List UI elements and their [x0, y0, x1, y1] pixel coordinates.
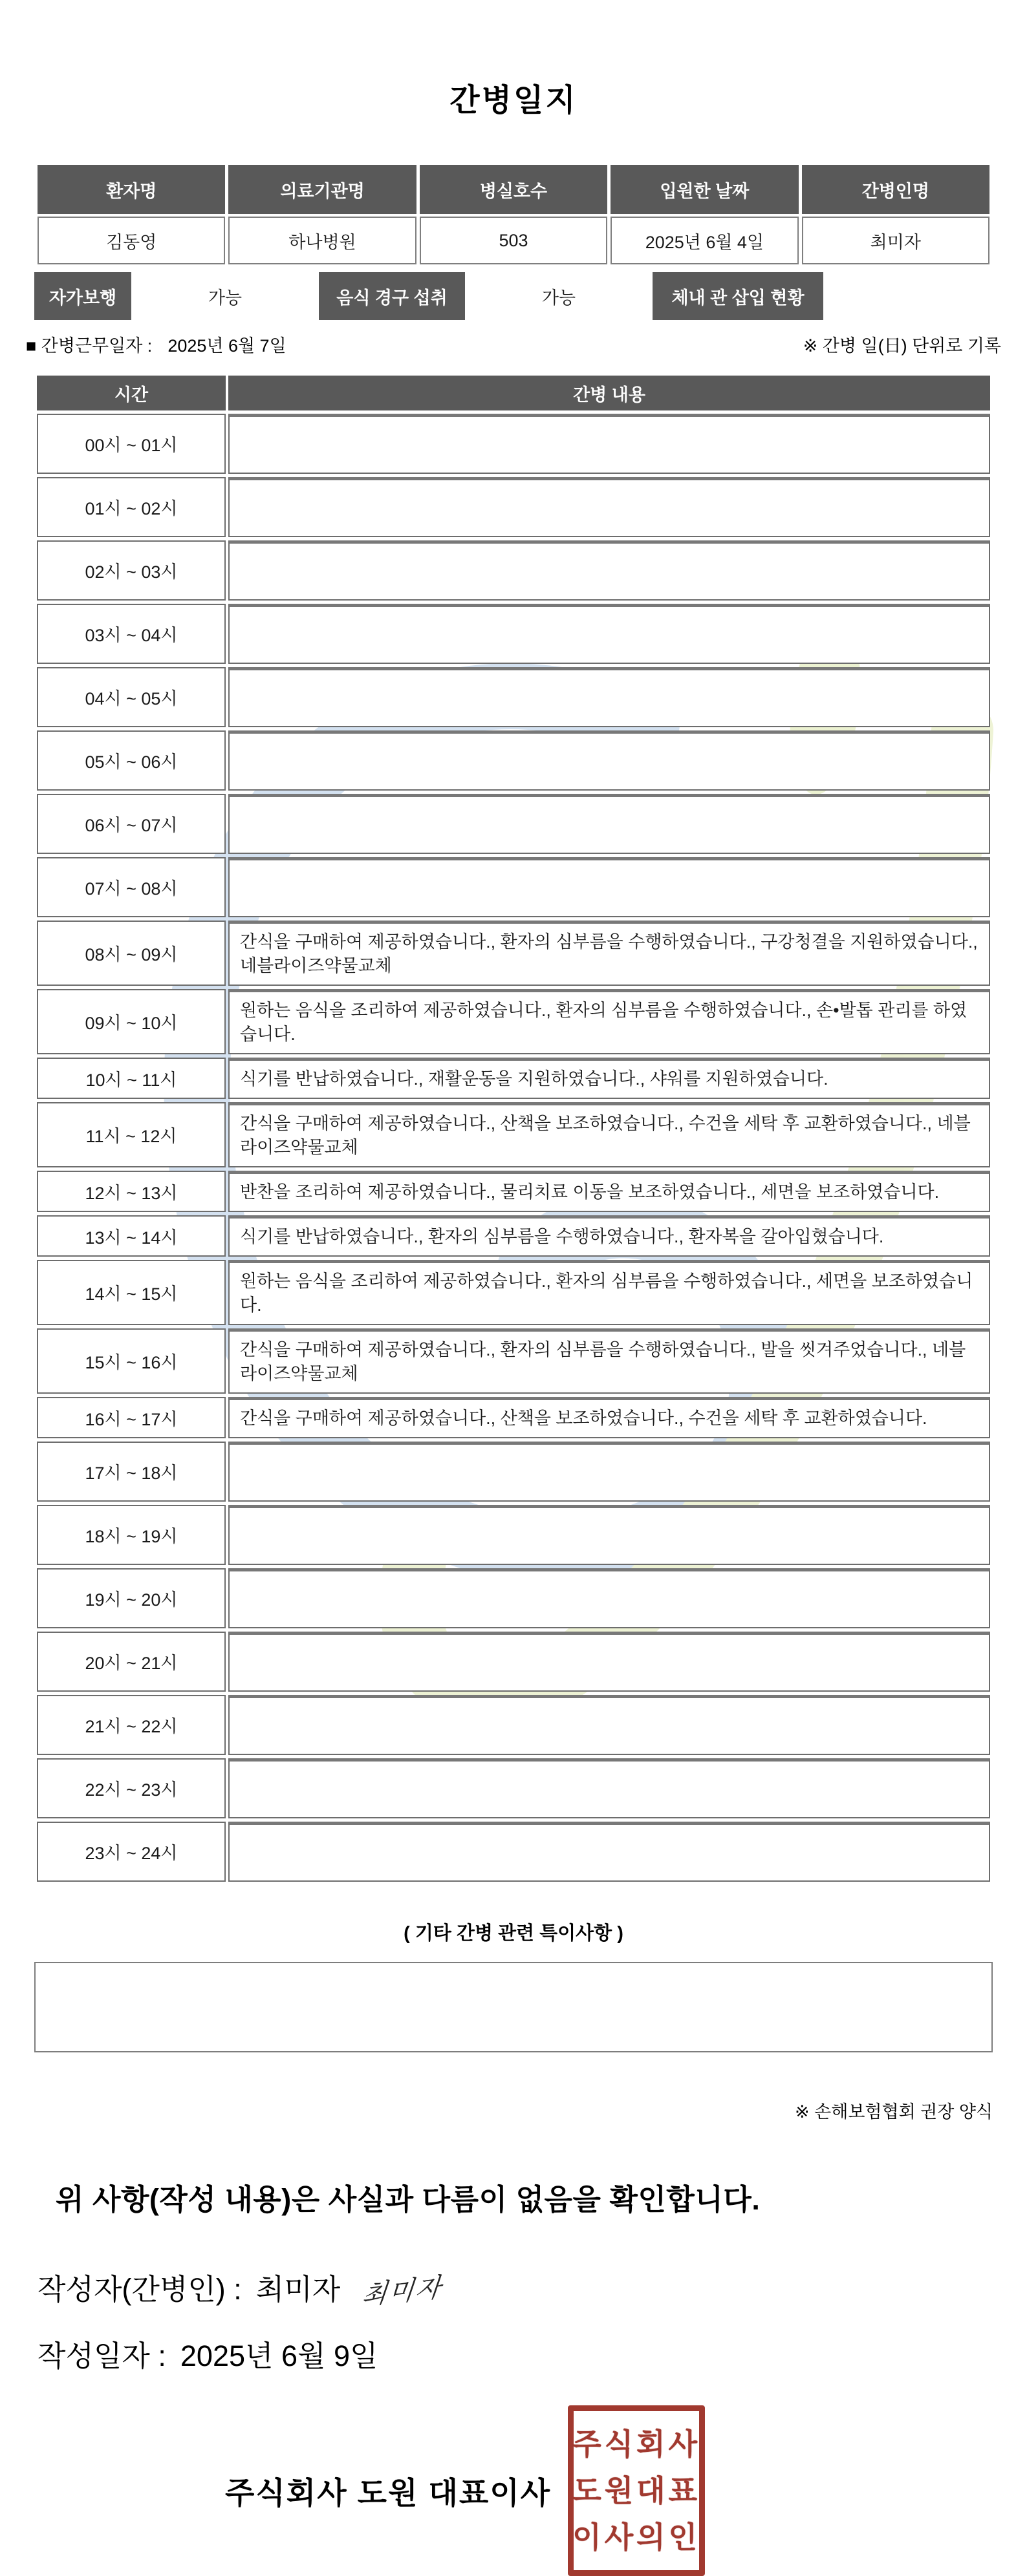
- care-row-time: 02시 ~ 03시: [37, 540, 226, 601]
- notes-box: [34, 1962, 993, 2052]
- care-row: [37, 1397, 990, 1438]
- care-row-time: 19시 ~ 20시: [37, 1568, 226, 1628]
- care-row-time: 16시 ~ 17시: [37, 1397, 226, 1438]
- patient-col-value: 2025년 6월 4일: [611, 217, 798, 264]
- care-row: [37, 989, 990, 1054]
- work-date: [26, 332, 296, 357]
- patient-info-table: [34, 162, 993, 267]
- care-row-time: 18시 ~ 19시: [37, 1505, 226, 1565]
- care-row-content: [228, 667, 990, 727]
- care-row-content: [228, 604, 990, 664]
- care-row: [37, 414, 990, 474]
- care-row-content: [228, 794, 990, 854]
- care-row-content: [228, 1758, 990, 1818]
- care-row-time: 22시 ~ 23시: [37, 1758, 226, 1818]
- author-line: [38, 2266, 1027, 2311]
- care-row-time: 01시 ~ 02시: [37, 477, 226, 537]
- patient-col-header: 입원한 날짜: [611, 165, 798, 214]
- patient-col-value: 김동영: [38, 217, 225, 264]
- company-row: [0, 2405, 1027, 2576]
- patient-col-header: 의료기관명: [228, 165, 416, 214]
- care-row-content: [228, 1505, 990, 1565]
- care-row: [37, 477, 990, 537]
- care-row: [37, 1102, 990, 1167]
- care-row-content: 원하는 음식을 조리하여 제공하였습니다., 환자의 심부름을 수행하였습니다., 세면을 보조하였습니다.: [228, 1260, 990, 1325]
- care-row: [37, 1505, 990, 1565]
- care-row: [37, 857, 990, 917]
- patient-col-header: 간병인명: [802, 165, 989, 214]
- care-row: [37, 1822, 990, 1882]
- time-column-header: 시간: [37, 376, 226, 410]
- confirmation-statement: 위 사항(작성 내용)은 사실과 다름이 없음을 확인합니다.: [56, 2183, 761, 2216]
- care-row: [37, 1695, 990, 1755]
- work-date-value: 2025년 6월 7일: [168, 336, 286, 356]
- care-row-content: 원하는 음식을 조리하여 제공하였습니다., 환자의 심부름을 수행하였습니다., 손•발톱 관리를 하였습니다.: [228, 989, 990, 1054]
- care-log-table: [34, 372, 993, 1885]
- care-row-time: 20시 ~ 21시: [37, 1632, 226, 1692]
- patient-info-header-row: [38, 165, 989, 214]
- care-row-content: [228, 1442, 990, 1502]
- care-row-time: 11시 ~ 12시: [37, 1102, 226, 1167]
- status-label: 체내 관 삽입 현황: [653, 272, 823, 320]
- care-row-time: 14시 ~ 15시: [37, 1260, 226, 1325]
- care-row: [37, 1758, 990, 1818]
- patient-info-value-row: [38, 217, 989, 264]
- care-row: [37, 667, 990, 727]
- care-row-content: 반찬을 조리하여 제공하였습니다., 물리치료 이동을 보조하였습니다., 세면을 보조하였습니다.: [228, 1171, 990, 1212]
- notes-section-title: ( 기타 간병 관련 특이사항 ): [404, 1923, 623, 1944]
- care-row-time: 05시 ~ 06시: [37, 730, 226, 791]
- care-row-time: 00시 ~ 01시: [37, 414, 226, 474]
- patient-col-value: 하나병원: [228, 217, 416, 264]
- form-source-note: ※ 손해보험협회 권장 양식: [795, 2102, 993, 2122]
- care-row-time: 10시 ~ 11시: [37, 1058, 226, 1099]
- care-row-content: [228, 540, 990, 601]
- status-value: [827, 272, 993, 320]
- care-row: [37, 1058, 990, 1099]
- patient-col-value: 503: [420, 217, 607, 264]
- status-label: 음식 경구 섭취: [319, 272, 465, 320]
- author-signature: 최미자: [360, 2272, 444, 2311]
- care-row-content: [228, 477, 990, 537]
- care-row-time: 07시 ~ 08시: [37, 857, 226, 917]
- daily-record-note: ※ 간병 일(日) 단위로 기록: [803, 336, 1001, 356]
- care-row-time: 08시 ~ 09시: [37, 921, 226, 986]
- seal-line: 도원대표: [572, 2474, 701, 2507]
- care-row-content: [228, 1568, 990, 1628]
- corporate-seal-stamp: [568, 2405, 705, 2576]
- care-row: [37, 1328, 990, 1394]
- seal-line: 주식회사: [572, 2427, 701, 2461]
- care-row-time: 15시 ~ 16시: [37, 1328, 226, 1394]
- care-row-time: 17시 ~ 18시: [37, 1442, 226, 1502]
- care-table-header-row: [37, 376, 990, 410]
- care-row-content: 식기를 반납하였습니다., 재활운동을 지원하였습니다., 샤워를 지원하였습니다.: [228, 1058, 990, 1099]
- author-label: 작성자(간병인) :: [38, 2273, 242, 2306]
- care-row: [37, 540, 990, 601]
- care-row: [37, 1171, 990, 1212]
- care-row-content: 간식을 구매하여 제공하였습니다., 환자의 심부름을 수행하였습니다., 구강청결을 지원하였습니다., 네블라이즈약물교체: [228, 921, 990, 986]
- work-date-line: [26, 332, 1001, 357]
- content-column-header: 간병 내용: [228, 376, 990, 410]
- care-row: [37, 921, 990, 986]
- patient-col-value: 최미자: [802, 217, 989, 264]
- status-label: 자가보행: [34, 272, 131, 320]
- care-row-content: 간식을 구매하여 제공하였습니다., 산책을 보조하였습니다., 수건을 세탁 후 교환하였습니다.: [228, 1397, 990, 1438]
- care-row-time: 21시 ~ 22시: [37, 1695, 226, 1755]
- care-row-time: 12시 ~ 13시: [37, 1171, 226, 1212]
- care-row-content: 간식을 구매하여 제공하였습니다., 산책을 보조하였습니다., 수건을 세탁 후 교환하였습니다., 네블라이즈약물교체: [228, 1102, 990, 1167]
- care-row-time: 09시 ~ 10시: [37, 989, 226, 1054]
- care-row-time: 13시 ~ 14시: [37, 1215, 226, 1257]
- care-row-time: 06시 ~ 07시: [37, 794, 226, 854]
- patient-col-header: 병실호수: [420, 165, 607, 214]
- status-value: 가능: [469, 272, 649, 320]
- author-name: 최미자: [255, 2273, 341, 2306]
- care-row-content: [228, 857, 990, 917]
- work-date-label: ■ 간병근무일자 :: [26, 336, 153, 356]
- company-name: 주식회사 도원 대표이사: [225, 2475, 552, 2510]
- care-row-content: [228, 1695, 990, 1755]
- care-row: [37, 1632, 990, 1692]
- written-date-value: 2025년 6월 9일: [180, 2339, 378, 2372]
- care-row: [37, 1215, 990, 1257]
- patient-col-header: 환자명: [38, 165, 225, 214]
- written-date-label: 작성일자 :: [38, 2339, 166, 2372]
- care-row: [37, 730, 990, 791]
- care-row-content: [228, 414, 990, 474]
- care-row: [37, 794, 990, 854]
- page-title: 간병일지: [449, 83, 578, 118]
- care-row-time: 23시 ~ 24시: [37, 1822, 226, 1882]
- care-row: [37, 604, 990, 664]
- status-value: 가능: [135, 272, 315, 320]
- care-row: [37, 1442, 990, 1502]
- patient-status-row: [34, 272, 993, 320]
- care-row-time: 03시 ~ 04시: [37, 604, 226, 664]
- care-row-content: 간식을 구매하여 제공하였습니다., 환자의 심부름을 수행하였습니다., 발을 씻겨주었습니다., 네블라이즈약물교체: [228, 1328, 990, 1394]
- written-date-line: [38, 2332, 1027, 2374]
- care-row: [37, 1260, 990, 1325]
- care-row-time: 04시 ~ 05시: [37, 667, 226, 727]
- care-row-content: 식기를 반납하였습니다., 환자의 심부름을 수행하였습니다., 환자복을 갈아입혔습니다.: [228, 1215, 990, 1257]
- seal-line: 이사의인: [572, 2520, 701, 2554]
- care-row: [37, 1568, 990, 1628]
- care-row-content: [228, 730, 990, 791]
- care-row-content: [228, 1632, 990, 1692]
- care-row-content: [228, 1822, 990, 1882]
